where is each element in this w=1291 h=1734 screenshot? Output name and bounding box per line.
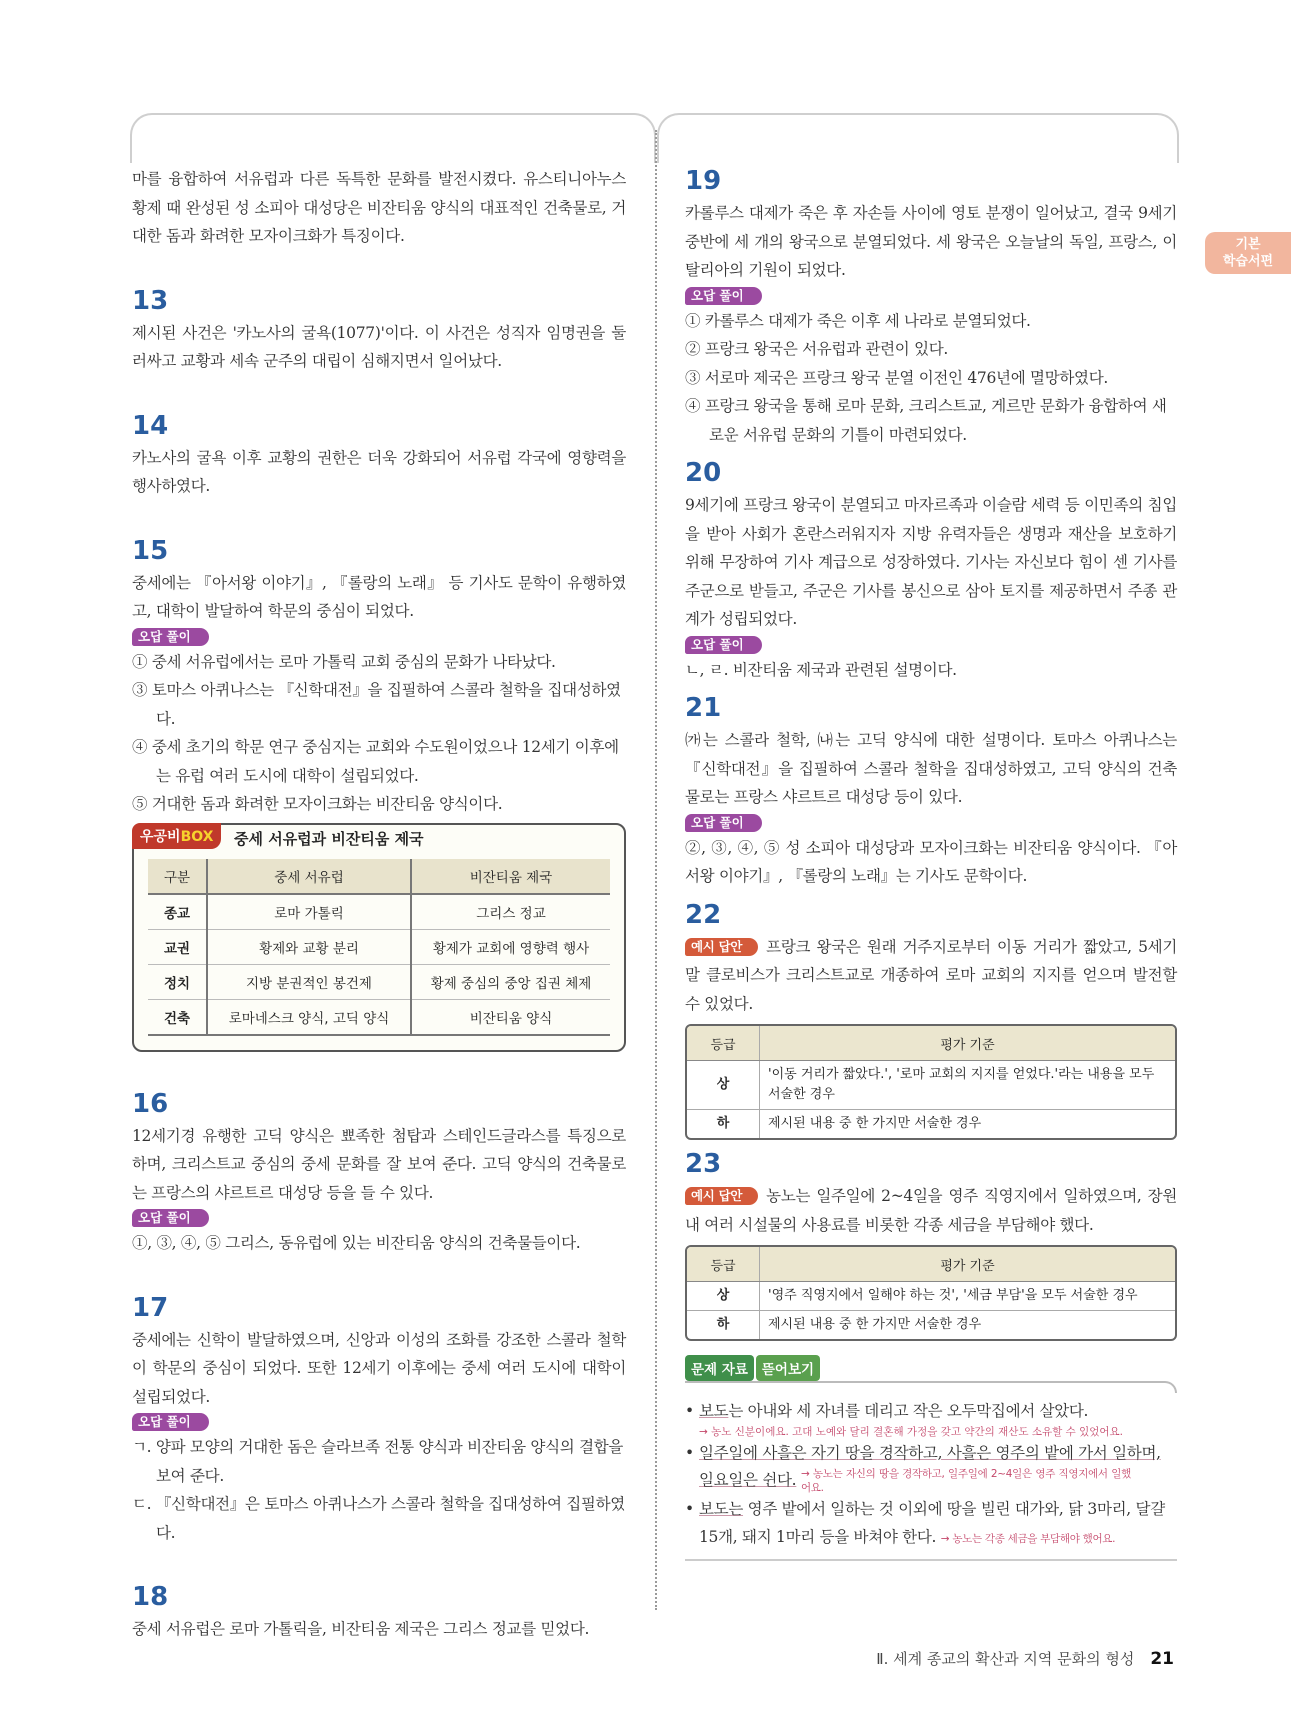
source-header: [685, 1355, 1177, 1389]
explanation-item: ㄱ. 양파 모양의 거대한 돔은 슬라브족 전통 양식과 비잔티움 양식의 결합을 보여 준다.: [132, 1438, 624, 1485]
table-header: 평가 기준: [760, 1247, 1176, 1282]
table-cell: 정치: [148, 964, 207, 999]
table-header: 구분: [148, 859, 207, 894]
answer-text: 12세기경 유행한 고딕 양식은 뾰족한 첨탑과 스테인드글라스를 특징으로 하며, 크리스트교 중심의 중세 문화를 잘 보여 준다. 고딕 양식의 건축물로는 프랑스의 샤르트르 대성당 등을 들 수 있다.: [132, 1126, 626, 1202]
source-bullet-cont: [685, 1467, 1177, 1495]
comparison-table: [148, 859, 610, 1036]
answer-text: 카노사의 굴욕 이후 교황의 권한은 더욱 강화되어 서유럽 각국에 영향력을 행사하였다.: [132, 448, 626, 495]
side-tab-line1: 기본: [1235, 237, 1261, 252]
answer-text: 제시된 사건은 '카노사의 굴욕(1077)'이다. 이 사건은 성직자 임명권을 둘러싸고 교황과 세속 군주의 대립이 심해지면서 일어났다.: [132, 323, 626, 370]
question-number: 18: [132, 1582, 169, 1612]
answer-text: 중세에는 신학이 발달하였으며, 신앙과 이성의 조화를 강조한 스콜라 철학이 학문의 중심이 되었다. 또한 12세기 이후에는 중세 여러 도시에 대학이 설립되었다.: [132, 1330, 626, 1406]
question-number: 14: [132, 410, 169, 441]
right-column-frame: [657, 113, 1179, 163]
explanation-item: ① 중세 서유럽에서는 로마 가톨릭 교회 중심의 문화가 나타났다.: [132, 652, 556, 671]
table-cell: 그리스 정교: [411, 894, 610, 930]
criteria-cell: 제시된 내용 중 한 가지만 서술한 경우: [760, 1110, 1176, 1139]
table-cell: 황제 중심의 중앙 집권 체제: [411, 964, 610, 999]
grade-cell: 하: [687, 1110, 760, 1139]
question-number: 21: [685, 693, 722, 723]
criteria-cell: 제시된 내용 중 한 가지만 서술한 경우: [760, 1311, 1176, 1340]
evaluation-table: [685, 1024, 1177, 1140]
left-column-frame: [130, 113, 656, 163]
side-tab[interactable]: [1205, 232, 1291, 274]
answer-text: ㈎는 스콜라 철학, ㈏는 고딕 양식에 대한 설명이다. 토마스 아퀴나스는 『신학대전』을 집필하여 스콜라 철학을 집대성하였고, 고딕 양식의 건축물로는 프랑스 샤르트르 대성당 등이 있다.: [685, 731, 1177, 806]
question-number: 22: [685, 899, 722, 930]
explanation-item: ④ 프랑크 왕국을 통해 로마 문화, 크리스트교, 게르만 문화가 융합하여 새로운 서유럽 문화의 기틀이 마련되었다.: [685, 397, 1167, 444]
criteria-cell: '이동 거리가 짧았다.', '로마 교회의 지지를 얻었다.'라는 내용을 모두 서술한 경우: [760, 1061, 1176, 1110]
question-number: 16: [132, 1088, 169, 1119]
source-rule: [685, 1381, 1177, 1393]
source-tag: 문제 자료: [685, 1355, 754, 1381]
criteria-cell: '영주 직영지에서 일해야 하는 것', '세금 부담'을 모두 서술한 경우: [760, 1282, 1176, 1311]
table-header: 평가 기준: [760, 1026, 1176, 1061]
bullet-text: 영주 밭에서 일하는 것 이외에 땅을 빌린 대가와, 닭 3마리, 달걀 15개, 돼지 1마리 등을 바쳐야 한다.: [699, 1500, 1165, 1546]
wrong-answer-badge: 오답 풀이: [132, 1413, 209, 1431]
explanation-item: ㄷ. 『신학대전』은 토마스 아퀴나스가 스콜라 철학을 집대성하여 집필하였다.: [132, 1495, 625, 1542]
table-header: 중세 서유럽: [207, 859, 411, 894]
box-tag-b: BOX: [180, 828, 214, 845]
source-bullet: [685, 1397, 1177, 1425]
grade-cell: 상: [687, 1282, 760, 1311]
evaluation-table: [685, 1245, 1177, 1341]
question-13: [132, 285, 626, 376]
table-cell: 종교: [148, 894, 207, 930]
wrong-answer-badge: 오답 풀이: [685, 636, 762, 654]
side-tab-line2: 학습서편: [1222, 254, 1274, 269]
explanation-item: ① 카롤루스 대제가 죽은 이후 세 나라로 분열되었다.: [685, 311, 1031, 330]
page-number: 21: [1150, 1649, 1174, 1669]
box-title: 중세 서유럽과 비잔티움 제국: [234, 829, 424, 848]
answer-text: 중세 서유럽은 로마 가톨릭을, 비잔티움 제국은 그리스 정교를 믿었다.: [132, 1620, 590, 1638]
explanation-item: ㄴ, ㄹ. 비잔티움 제국과 관련된 설명이다.: [685, 660, 957, 679]
explanation-item: ② 프랑크 왕국은 서유럽과 관련이 있다.: [685, 340, 949, 358]
answer-text: [685, 933, 1177, 1019]
table-row: [687, 1061, 1175, 1110]
answer-text: 9세기에 프랑크 왕국이 분열되고 마자르족과 이슬람 세력 등 이민족의 침입을 받아 사회가 혼란스러워지자 지방 유력자들은 생명과 재산을 보호하기 위해 무장하여 기사 계급으로 성장하였다. 기사는 자신보다 힘이 센 기사를 주군으로 받들고, 주군은 기사를 봉신으로 삼아 토지를 제공하면서 주종 관계가 성립되었다.: [685, 496, 1177, 628]
question-number: 20: [685, 458, 722, 488]
explanation-item: ③ 토마스 아퀴나스는 『신학대전』을 집필하여 스콜라 철학을 집대성하였다.: [132, 681, 621, 728]
explanation-item: ①, ③, ④, ⑤ 그리스, 동유럽에 있는 비잔티움 양식의 건축물들이다.: [132, 1234, 581, 1252]
question-18: [132, 1581, 626, 1644]
wrong-answer-badge: 오답 풀이: [132, 1209, 209, 1227]
underlined-text: 보도: [699, 1402, 729, 1420]
table-row: [148, 999, 610, 1035]
question-16: [132, 1088, 626, 1258]
wrong-answer-badge: 오답 풀이: [685, 814, 762, 832]
wrong-answer-badge: 오답 풀이: [132, 628, 209, 646]
annotation-note: → 농노는 각종 세금을 부담해야 했어요.: [940, 1533, 1116, 1545]
table-row: [148, 929, 610, 964]
answer-text: [685, 1182, 1177, 1239]
table-row: [148, 964, 610, 999]
question-number: 23: [685, 1149, 722, 1179]
table-cell: 교권: [148, 929, 207, 964]
question-number: 13: [132, 285, 169, 316]
example-answer-text: 프랑크 왕국은 원래 거주지로부터 이동 거리가 짧았고, 5세기 말 클로비스가 크리스트교로 개종하여 로마 교회의 지지를 얻으며 발전할 수 있었다.: [685, 937, 1177, 1013]
answer-text: 카롤루스 대제가 죽은 후 자손들 사이에 영토 분쟁이 일어났고, 결국 9세기 중반에 세 개의 왕국으로 분열되었다. 세 왕국은 오늘날의 독일, 프랑스, 이탈리아의 기원이 되었다.: [685, 204, 1177, 279]
question-number: 15: [132, 535, 169, 566]
source-end-rule: [685, 1559, 1177, 1561]
table-row: [687, 1311, 1175, 1340]
table-header: 등급: [687, 1247, 760, 1282]
question-17: [132, 1292, 626, 1548]
left-column: [132, 165, 626, 1644]
table-header: 비잔티움 제국: [411, 859, 610, 894]
table-cell: 로마 가톨릭: [207, 894, 411, 930]
column-divider: [655, 130, 657, 1610]
question-19: [685, 165, 1177, 449]
question-22: [685, 899, 1177, 1141]
grade-cell: 하: [687, 1311, 760, 1340]
question-number: 17: [132, 1292, 169, 1323]
table-row: [687, 1282, 1175, 1311]
underlined-text: 일요일은 쉰다.: [699, 1471, 797, 1489]
table-cell: 건축: [148, 999, 207, 1035]
table-cell: 황제가 교회에 영향력 행사: [411, 929, 610, 964]
wrong-answer-badge: 오답 풀이: [685, 287, 762, 305]
question-21: [685, 692, 1177, 891]
table-row: [687, 1110, 1175, 1139]
explanation-item: ②, ③, ④, ⑤ 성 소피아 대성당과 모자이크화는 비잔티움 양식이다. 『아서왕 이야기』, 『롤랑의 노래』는 기사도 문학이다.: [685, 838, 1177, 885]
chapter-title: Ⅱ. 세계 종교의 확산과 지역 문화의 형성: [876, 1650, 1135, 1668]
question-15: [132, 535, 626, 819]
grade-cell: 상: [687, 1061, 760, 1110]
table-cell: 황제와 교황 분리: [207, 929, 411, 964]
intro-text: 마를 융합하여 서유럽과 다른 독특한 문화를 발전시켰다. 유스티니아누스 황제 때 완성된 성 소피아 대성당은 비잔티움 양식의 대표적인 건축물로, 거대한 돔과 화려한 모자이크화가 특징이다.: [132, 170, 626, 245]
page-footer: [876, 1648, 1174, 1669]
table-cell: 지방 분권적인 봉건제: [207, 964, 411, 999]
table-cell: 로마네스크 양식, 고딕 양식: [207, 999, 411, 1035]
source-content: [685, 1397, 1177, 1561]
answer-text: 중세에는 『아서왕 이야기』, 『롤랑의 노래』 등 기사도 문학이 유행하였고, 대학이 발달하여 학문의 중심이 되었다.: [132, 573, 626, 620]
explanation-item: ③ 서로마 제국은 프랑크 왕국 분열 이전인 476년에 멸망하였다.: [685, 368, 1109, 387]
example-answer-badge: 예시 답안: [685, 938, 758, 956]
underlined-text: 일주일에 사흘은 자기 땅을 경작하고, 사흘은 영주의 밭에 가서 일하며,: [699, 1444, 1161, 1462]
comparison-box: [132, 823, 626, 1052]
question-20: [685, 457, 1177, 684]
table-row: [148, 894, 610, 930]
question-23: [685, 1148, 1177, 1341]
bullet-text: 는 아내와 세 자녀를 데리고 작은 오두막집에서 살았다.: [728, 1402, 1089, 1420]
annotation-note: → 농노는 자신의 땅을 경작하고, 일주일에 2~4일은 영주 직영지에서 일했어요.: [800, 1468, 1131, 1494]
example-answer-text: 농노는 일주일에 2~4일을 영주 직영지에서 일하였으며, 장원 내 여러 시설물의 사용료를 비롯한 각종 세금을 부담해야 했다.: [685, 1187, 1177, 1234]
source-bullet: [685, 1495, 1177, 1551]
table-cell: 비잔티움 양식: [411, 999, 610, 1035]
source-tag-2: 뜯어보기: [756, 1355, 820, 1381]
box-tag: [132, 823, 221, 849]
right-column: [685, 165, 1177, 1561]
underlined-text: 보도는: [699, 1500, 744, 1518]
example-answer-badge: 예시 답안: [685, 1187, 758, 1205]
table-header: 등급: [687, 1026, 760, 1061]
question-14: [132, 410, 626, 501]
source-bullet: [685, 1439, 1177, 1467]
box-tag-a: 우공비: [140, 828, 181, 845]
question-number: 19: [685, 166, 722, 196]
annotation-note: → 농노 신분이에요. 고대 노예와 달리 결혼해 가정을 갖고 약간의 재산도 소유할 수 있었어요.: [699, 1426, 1124, 1438]
explanation-item: ④ 중세 초기의 학문 연구 중심지는 교회와 수도원이었으나 12세기 이후에는 유럽 여러 도시에 대학이 설립되었다.: [132, 738, 619, 785]
explanation-item: ⑤ 거대한 돔과 화려한 모자이크화는 비잔티움 양식이다.: [132, 795, 503, 813]
